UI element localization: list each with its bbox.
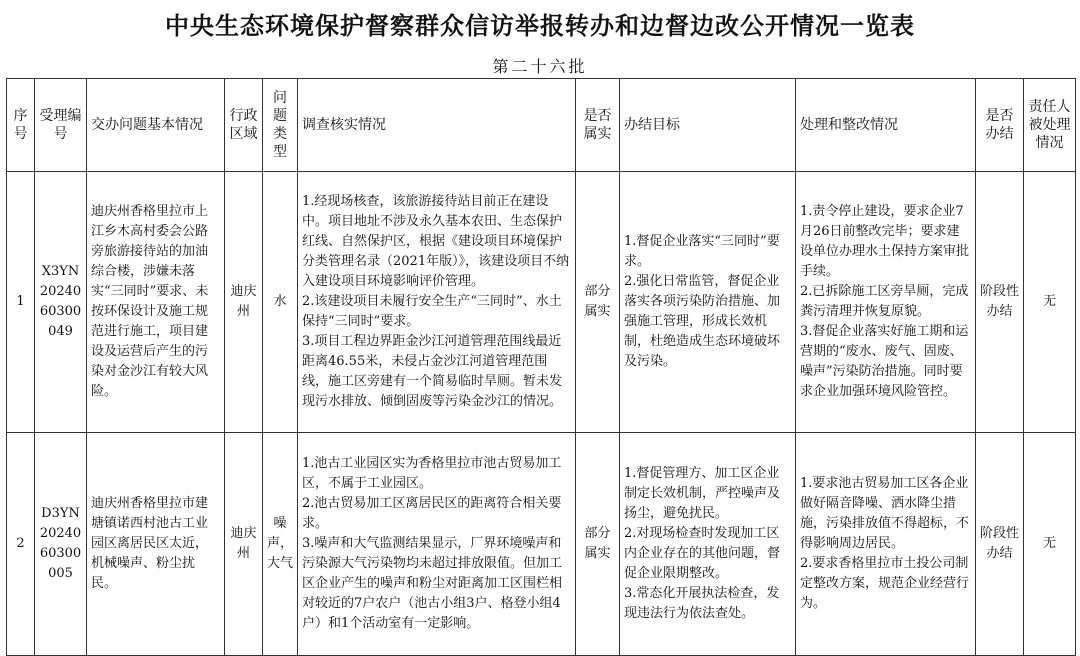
cell-target [620, 172, 796, 433]
target-item: 2.对现场检查时发现加工区内企业存在的其他问题，督促企业限期整改。 [624, 526, 781, 581]
target-item: 1.督促企业落实“三同时”要求。 [624, 234, 780, 269]
cell-handling [796, 433, 976, 656]
header-type: 问题类型 [263, 79, 298, 172]
handling-item: 1.责令停止建设，要求企业7月26日前整改完毕；要求建设单位办理水土保持方案审批手续。 [800, 204, 970, 279]
handling-item: 2.要求香格里拉市土投公司制定整改方案，规范企业经营行为。 [800, 556, 970, 611]
cell-problem: 迪庆州香格里拉市建塘镇诺西村池古工业园区离居民区太近，机械噪声、粉尘扰民。 [87, 433, 225, 656]
cell-seq: 1 [7, 172, 35, 433]
header-problem: 交办问题基本情况 [87, 79, 225, 172]
investigation-item: 3.项目工程边界距金沙江河道管理范围线最近距离46.55米，未侵占金沙江河道管理范围线，施工区旁建有一个简易临时旱厕。暂未发现污水排放、倾倒固废等污染金沙江的情况。 [302, 334, 563, 409]
target-item: 3.常态化开展执法检查，发现违法行为依法查处。 [624, 586, 780, 621]
cell-case-no: D3YN2024060300005 [35, 433, 87, 656]
header-investigation: 调查核实情况 [298, 79, 576, 172]
cell-type: 噪声，大气 [263, 433, 298, 656]
header-closed: 是否办结 [976, 79, 1024, 172]
header-seq: 序号 [7, 79, 35, 172]
header-handling: 处理和整改情况 [796, 79, 976, 172]
handling-item: 1.要求池古贸易加工区各企业做好隔音降噪、洒水降尘措施，污染排放值不得超标，不得影响周边居民。 [800, 476, 970, 551]
cell-verified: 部分属实 [576, 433, 620, 656]
target-item: 2.强化日常监管，督促企业落实各项污染防治措施、加强施工管理，形成长效机制，杜绝造成生态环境破坏及污染。 [624, 274, 781, 369]
cell-type: 水 [263, 172, 298, 433]
investigation-item: 2.该建设项目未履行安全生产“三同时”、水土保持“三同时”要求。 [302, 294, 562, 329]
cell-accountability: 无 [1024, 172, 1076, 433]
handling-item: 2.已拆除施工区旁旱厕，完成粪污清理并恢复原貌。 [800, 284, 969, 319]
investigation-item: 1.池古工业园区实为香格里拉市池古贸易加工区，不属于工业园区。 [302, 456, 562, 491]
cell-district: 迪庆州 [225, 172, 263, 433]
table-row [7, 172, 1076, 433]
investigation-item: 3.噪声和大气监测结果显示，厂界环境噪声和污染源大气污染物均未超过排放限值。但加工区企业产生的噪声和粉尘对距离加工区围栏相对较近的7户农户（池古小组3户、格登小组4户）和1个活动室有一定影响。 [302, 536, 563, 631]
investigation-item: 2.池古贸易加工区离居民区的距离符合相关要求。 [302, 496, 562, 531]
table-row [7, 433, 1076, 656]
cell-target [620, 433, 796, 656]
cell-seq: 2 [7, 433, 35, 656]
table-header-row [7, 79, 1076, 172]
header-case-no: 受理编号 [35, 79, 87, 172]
cell-district: 迪庆州 [225, 433, 263, 656]
report-table [6, 78, 1076, 656]
cell-investigation [298, 433, 576, 656]
cell-investigation [298, 172, 576, 433]
page-title: 中央生态环境保护督察群众信访举报转办和边督边改公开情况一览表 [165, 11, 915, 40]
cell-closed: 阶段性办结 [976, 172, 1024, 433]
investigation-item: 1.经现场核查，该旅游接待站目前正在建设中。项目地址不涉及永久基本农田、生态保护红线、自然保护区，根据《建设项目环境保护分类管理名录（2021年版）》，该建设项目不纳入建设项目环境影响评价管理。 [302, 194, 570, 289]
cell-case-no: X3YN2024060300049 [35, 172, 87, 433]
header-district: 行政区域 [225, 79, 263, 172]
cell-verified: 部分属实 [576, 172, 620, 433]
batch-label: 第二十六批 [492, 57, 588, 76]
header-target: 办结目标 [620, 79, 796, 172]
header-accountability: 责任人被处理情况 [1024, 79, 1076, 172]
target-item: 1.督促管理方、加工区企业制定长效机制，严控噪声及扬尘，避免扰民。 [624, 466, 781, 521]
header-verified: 是否属实 [576, 79, 620, 172]
cell-accountability: 无 [1024, 433, 1076, 656]
handling-item: 3.督促企业落实好施工期和运营期的“废水、废气、固废、噪声”污染防治措施。同时要求企业加强环境风险管控。 [800, 324, 969, 399]
cell-problem: 迪庆州香格里拉市上江乡木高村委会公路旁旅游接待站的加油综合楼，涉嫌未落实“三同时”要求、未按环保设计及施工规范进行施工，项目建设及运营后产生的污染对金沙江有较大风险。 [87, 172, 225, 433]
cell-handling [796, 172, 976, 433]
cell-closed: 阶段性办结 [976, 433, 1024, 656]
